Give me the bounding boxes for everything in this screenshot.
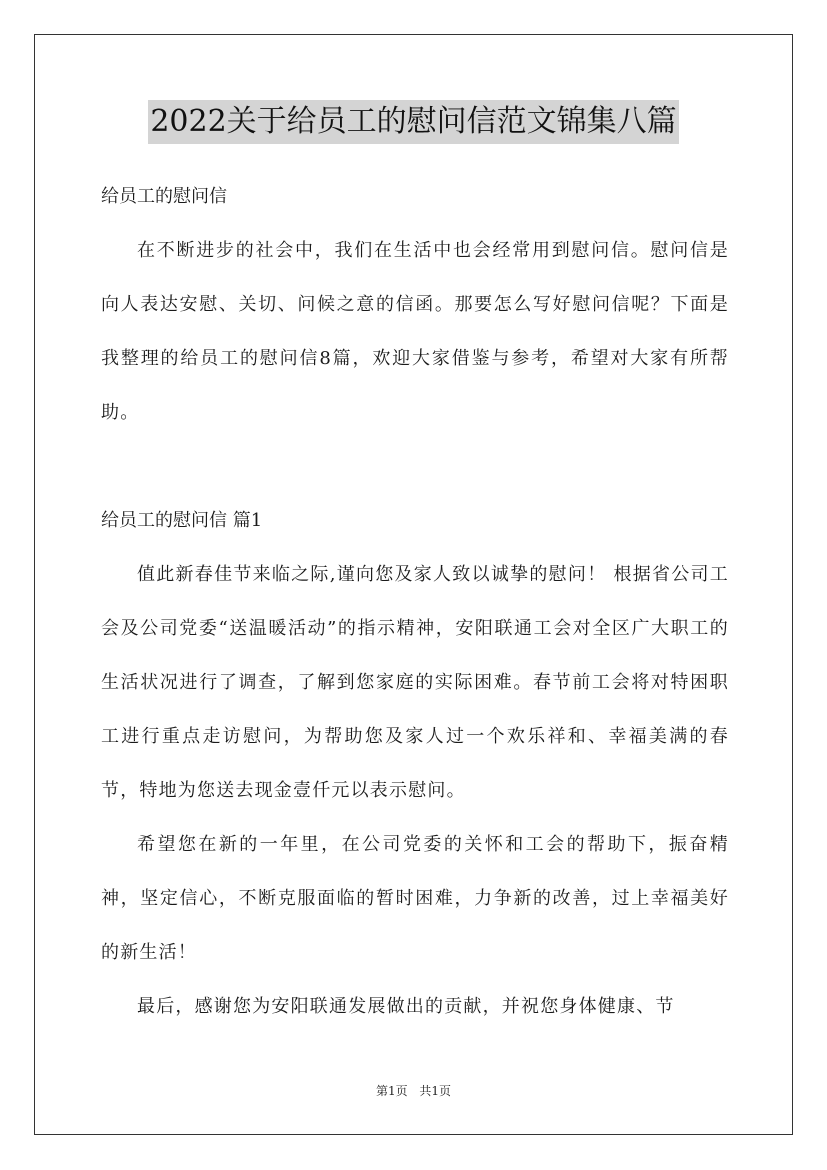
document-body	[101, 170, 729, 1034]
section-spacer	[101, 440, 729, 494]
page-number-total: 共1页	[419, 1084, 452, 1098]
body-paragraph: 值此新春佳节来临之际,谨向您及家人致以诚挚的慰问！ 根据省公司工会及公司党委“送温暖活动”的指示精神，安阳联通工会对全区广大职工的生活状况进行了调查，了解到您家庭的实际困难。春节前工会将对特困职工进行重点走访慰问，为帮助您及家人过一个欢乐祥和、幸福美满的春节，特地为您送去现金壹仟元以表示慰问。	[101, 564, 729, 801]
intro-paragraph: 在不断进步的社会中，我们在生活中也会经常用到慰问信。慰问信是向人表达安慰、关切、问候之意的信函。那要怎么写好慰问信呢？下面是我整理的给员工的慰问信8篇，欢迎大家借鉴与参考，希望对大家有所帮助。	[101, 240, 729, 423]
intro-heading: 给员工的慰问信	[101, 186, 227, 207]
title-container	[0, 100, 827, 144]
body-paragraph: 最后，感谢您为安阳联通发展做出的贡献，并祝您身体健康、节	[137, 996, 675, 1017]
page-number-current: 第1页	[375, 1084, 408, 1098]
document-title: 2022关于给员工的慰问信范文锦集八篇	[148, 100, 678, 144]
body-paragraph: 希望您在新的一年里，在公司党委的关怀和工会的帮助下，振奋精神，坚定信心，不断克服面临的暂时困难，力争新的改善，过上幸福美好的新生活！	[101, 834, 729, 963]
page-footer	[0, 1082, 827, 1099]
section-heading: 给员工的慰问信 篇1	[101, 510, 263, 531]
